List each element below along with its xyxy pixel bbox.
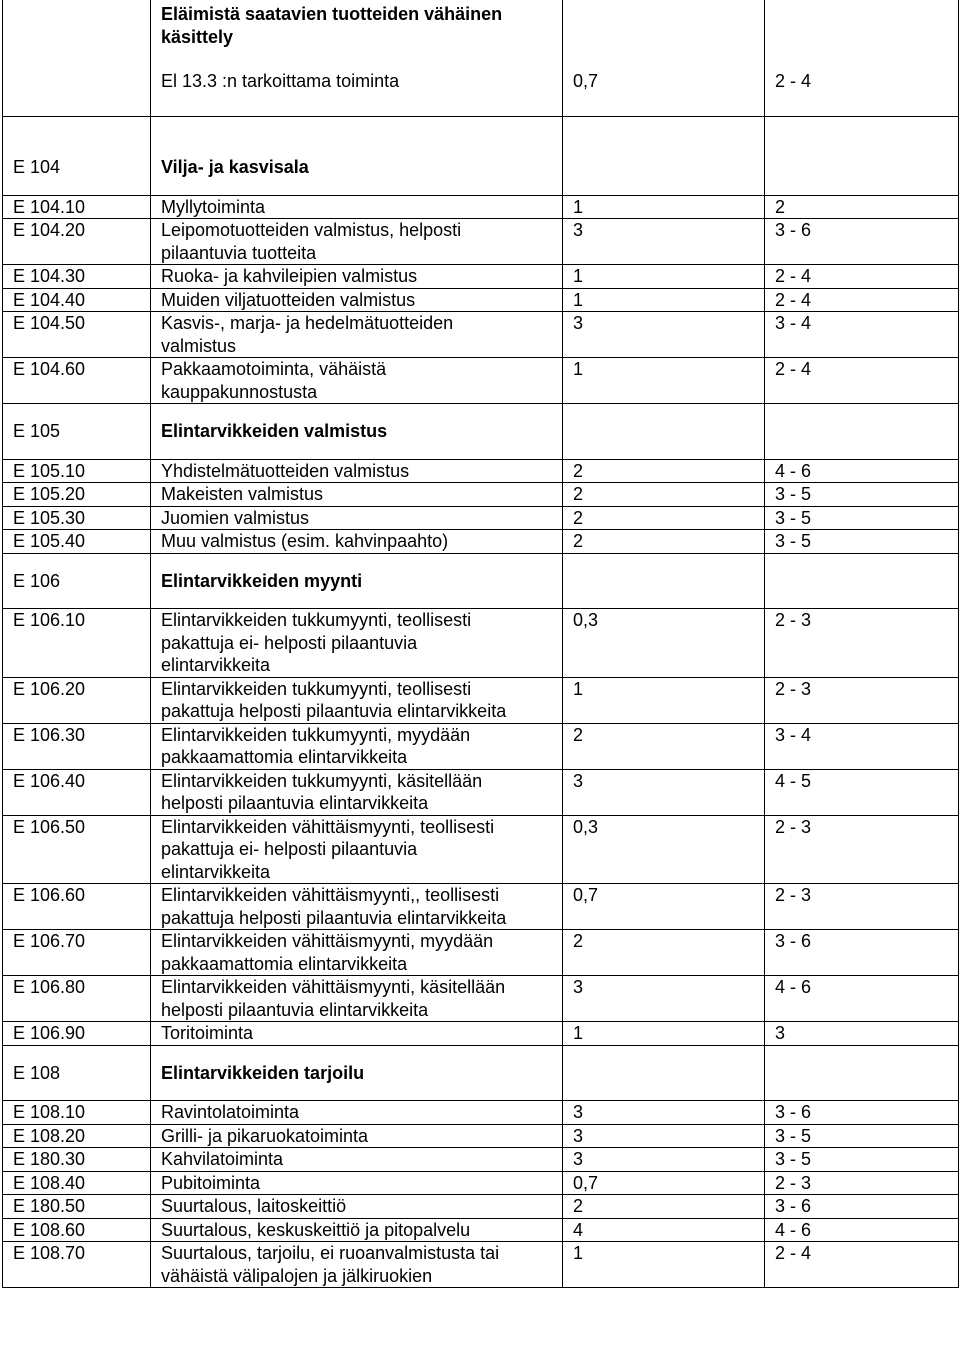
- row-name-line: valmistus: [161, 335, 237, 356]
- row-code: E 108.60: [13, 1219, 86, 1240]
- row-factor: 3: [573, 1125, 584, 1146]
- row-range: 2 - 4: [775, 289, 812, 310]
- row-code-cell: [3, 506, 151, 530]
- row-name-cell: [151, 483, 563, 507]
- row-range: 2 - 3: [775, 885, 812, 905]
- row-name-line: pakkaamattomia elintarvikkeita: [161, 747, 408, 767]
- row-code-cell: [3, 265, 151, 289]
- row-name-cell: [151, 677, 563, 723]
- row-name-line: pakattuja helposti pilaantuvia elintarvikkeita: [161, 701, 507, 721]
- row-code: E 104.30: [13, 266, 86, 286]
- row-code: E 104.20: [13, 220, 86, 240]
- row-name-line: elintarvikkeita: [161, 861, 271, 882]
- row-range: 3 - 6: [775, 931, 812, 951]
- row-factor: 1: [573, 266, 584, 286]
- row-range: 3 - 4: [775, 724, 812, 745]
- row-code-cell: [3, 884, 151, 930]
- row-factor-cell: [563, 288, 765, 312]
- section-title: Vilja- ja kasvisala: [161, 157, 309, 177]
- section-code: E 105: [13, 421, 61, 441]
- row-range: 3 - 5: [775, 1125, 812, 1146]
- row-code-cell: [3, 459, 151, 483]
- row-factor: 3: [573, 1149, 584, 1169]
- row-name-line: Grilli- ja pikaruokatoiminta: [161, 1125, 369, 1146]
- table-row: [3, 769, 959, 815]
- empty-cell: [765, 117, 959, 196]
- row-name-line: Elintarvikkeiden tukkumyynti, teollisesti: [161, 678, 472, 699]
- row-factor-cell: [563, 930, 765, 976]
- row-code: E 106.80: [13, 977, 86, 997]
- row-range-cell: [765, 609, 959, 678]
- row-name-cell: [151, 265, 563, 289]
- row-name-line: Ravintolatoiminta: [161, 1102, 300, 1122]
- row-code-cell: [3, 358, 151, 404]
- table-row: [3, 1171, 959, 1195]
- row-range: 3 - 4: [775, 313, 812, 333]
- row-range: 3 - 6: [775, 1196, 812, 1216]
- row-code: E 108.20: [13, 1125, 86, 1146]
- row-name-line: Leipomotuotteiden valmistus, helposti: [161, 220, 462, 240]
- row-name-line: Muu valmistus (esim. kahvinpaahto): [161, 531, 449, 551]
- row-factor-cell: [563, 1218, 765, 1242]
- row-range: 3 - 5: [775, 1149, 812, 1169]
- row-name-line: Juomien valmistus: [161, 507, 310, 528]
- row-code-cell: [3, 1148, 151, 1172]
- table-row: [3, 723, 959, 769]
- row-name-line: Elintarvikkeiden vähittäismyynti, teollisesti: [161, 816, 495, 837]
- row-range-cell: [765, 1242, 959, 1288]
- row-code-cell: [3, 219, 151, 265]
- row-name-line: helposti pilaantuvia elintarvikkeita: [161, 793, 429, 813]
- row-range: 2 - 3: [775, 816, 812, 837]
- row-name-cell: [151, 312, 563, 358]
- row-range-cell: [765, 288, 959, 312]
- section-title: Elintarvikkeiden valmistus: [161, 421, 388, 441]
- row-factor-cell: [563, 1022, 765, 1046]
- row-name-cell: [151, 930, 563, 976]
- row-factor: 0,7: [573, 1172, 599, 1193]
- table-row: [3, 195, 959, 219]
- row-name-line: kauppakunnostusta: [161, 381, 318, 402]
- table-row: [3, 530, 959, 554]
- row-range-cell: [765, 219, 959, 265]
- row-name-line: Elintarvikkeiden vähittäismyynti, myydään: [161, 931, 494, 951]
- row-name-line: Suurtalous, keskuskeittiö ja pitopalvelu: [161, 1219, 471, 1240]
- row-name-cell: [151, 723, 563, 769]
- row-code: E 104.60: [13, 359, 86, 379]
- row-factor-cell: [563, 884, 765, 930]
- table-row: [3, 815, 959, 884]
- row-name-line: Yhdistelmätuotteiden valmistus: [161, 460, 410, 481]
- row-factor: 0,3: [573, 816, 599, 837]
- row-name-line: vähäistä välipalojen ja jälkiruokien: [161, 1265, 433, 1286]
- row-code: E 106.20: [13, 678, 86, 699]
- row-code: E 106.10: [13, 610, 86, 630]
- section-title-cell: [151, 1045, 563, 1101]
- row-code-cell: [3, 976, 151, 1022]
- row-name-line: Elintarvikkeiden vähittäismyynti,, teollisesti: [161, 885, 500, 905]
- section-header-row: [3, 553, 959, 609]
- empty-cell: [563, 1045, 765, 1101]
- row-name-cell: [151, 1171, 563, 1195]
- row-range: 2: [775, 196, 786, 217]
- row-factor: 3: [573, 1102, 584, 1122]
- empty-cell: [765, 404, 959, 460]
- row-name-cell: [151, 1218, 563, 1242]
- row-factor: 3: [573, 220, 584, 240]
- row-range-cell: [765, 723, 959, 769]
- row-code-cell: [3, 677, 151, 723]
- row-range-cell: [765, 815, 959, 884]
- row-name-line: Myllytoiminta: [161, 196, 266, 217]
- row-code: E 105.20: [13, 484, 86, 504]
- row-factor-cell: [563, 506, 765, 530]
- table-row: [3, 358, 959, 404]
- row-range-cell: [765, 677, 959, 723]
- intro-range: 2 - 4: [775, 71, 812, 91]
- table-row: [3, 219, 959, 265]
- row-code: E 104.40: [13, 289, 86, 310]
- empty-code-cell: [3, 0, 151, 117]
- row-factor-cell: [563, 677, 765, 723]
- row-factor-cell: [563, 459, 765, 483]
- row-code-cell: [3, 1195, 151, 1219]
- intro-heading-cell: [151, 0, 563, 117]
- section-title-cell: [151, 553, 563, 609]
- row-name-cell: [151, 815, 563, 884]
- table-row: [3, 976, 959, 1022]
- row-name-line: Suurtalous, laitoskeittiö: [161, 1196, 347, 1216]
- row-factor-cell: [563, 483, 765, 507]
- row-range-cell: [765, 1022, 959, 1046]
- row-range: 4 - 5: [775, 770, 812, 791]
- row-range: 3 - 6: [775, 1102, 812, 1122]
- row-factor: 4: [573, 1219, 584, 1240]
- row-factor: 2: [573, 1196, 584, 1216]
- row-factor: 2: [573, 724, 584, 745]
- row-range: 3 - 5: [775, 484, 812, 504]
- row-name-line: Elintarvikkeiden vähittäismyynti, käsitellään: [161, 977, 506, 997]
- row-name-line: Toritoiminta: [161, 1023, 254, 1043]
- table-row: [3, 288, 959, 312]
- row-name-line: pakkaamattomia elintarvikkeita: [161, 953, 408, 974]
- row-name-line: Suurtalous, tarjoilu, ei ruoanvalmistusta tai: [161, 1243, 500, 1263]
- row-code: E 106.60: [13, 885, 86, 905]
- row-name-cell: [151, 769, 563, 815]
- row-factor-cell: [563, 358, 765, 404]
- row-code-cell: [3, 815, 151, 884]
- row-code-cell: [3, 609, 151, 678]
- table-row: [3, 1022, 959, 1046]
- row-range-cell: [765, 312, 959, 358]
- row-code-cell: [3, 312, 151, 358]
- row-code-cell: [3, 1101, 151, 1125]
- section-title: Elintarvikkeiden myynti: [161, 570, 363, 591]
- table-row: [3, 483, 959, 507]
- row-range-cell: [765, 1124, 959, 1148]
- empty-cell: [563, 553, 765, 609]
- row-range-cell: [765, 506, 959, 530]
- section-code-cell: [3, 553, 151, 609]
- row-factor-cell: [563, 1124, 765, 1148]
- row-name-line: Elintarvikkeiden tukkumyynti, myydään: [161, 724, 471, 745]
- row-code: E 180.50: [13, 1196, 86, 1216]
- row-range-cell: [765, 1101, 959, 1125]
- row-factor-cell: [563, 976, 765, 1022]
- row-range-cell: [765, 1171, 959, 1195]
- row-code: E 106.50: [13, 816, 86, 837]
- row-factor-cell: [563, 1148, 765, 1172]
- row-range-cell: [765, 1218, 959, 1242]
- row-code-cell: [3, 1171, 151, 1195]
- row-factor: 3: [573, 977, 584, 997]
- row-range: 3: [775, 1023, 786, 1043]
- table-row: [3, 677, 959, 723]
- classification-table: [2, 0, 959, 1288]
- row-name-cell: [151, 459, 563, 483]
- table-row: [3, 1242, 959, 1288]
- table-row: [3, 609, 959, 678]
- section-title-cell: [151, 117, 563, 196]
- row-range-cell: [765, 976, 959, 1022]
- row-factor-cell: [563, 1171, 765, 1195]
- row-code-cell: [3, 769, 151, 815]
- row-factor-cell: [563, 1101, 765, 1125]
- row-code: E 106.70: [13, 931, 86, 951]
- intro-heading-line: käsittely: [161, 26, 234, 47]
- row-code-cell: [3, 930, 151, 976]
- row-name-cell: [151, 288, 563, 312]
- row-code-cell: [3, 530, 151, 554]
- row-name-cell: [151, 609, 563, 678]
- row-factor: 3: [573, 770, 584, 791]
- row-code-cell: [3, 1242, 151, 1288]
- row-code-cell: [3, 288, 151, 312]
- intro-heading-row: [3, 0, 959, 117]
- row-name-line: pakattuja ei- helposti pilaantuvia: [161, 632, 418, 653]
- row-factor: 1: [573, 678, 584, 699]
- row-factor-cell: [563, 723, 765, 769]
- row-range: 4 - 6: [775, 460, 812, 481]
- empty-cell: [765, 1045, 959, 1101]
- row-code: E 106.30: [13, 724, 86, 745]
- row-range-cell: [765, 459, 959, 483]
- row-name-line: pakattuja ei- helposti pilaantuvia: [161, 839, 418, 859]
- row-factor: 0,7: [573, 885, 599, 905]
- row-factor: 2: [573, 931, 584, 951]
- row-factor: 3: [573, 313, 584, 333]
- row-name-line: Pubitoiminta: [161, 1172, 261, 1193]
- row-range: 3 - 5: [775, 531, 812, 551]
- row-factor: 1: [573, 359, 584, 379]
- row-name-line: pilaantuvia tuotteita: [161, 242, 317, 263]
- row-code-cell: [3, 195, 151, 219]
- table-row: [3, 312, 959, 358]
- row-name-cell: [151, 1195, 563, 1219]
- empty-cell: [563, 117, 765, 196]
- section-code: E 108: [13, 1062, 61, 1083]
- intro-factor: 0,7: [573, 71, 599, 91]
- row-code: E 108.70: [13, 1243, 86, 1263]
- row-factor: 1: [573, 289, 584, 310]
- row-name-line: elintarvikkeita: [161, 655, 271, 675]
- section-title: Elintarvikkeiden tarjoilu: [161, 1062, 365, 1083]
- row-name-line: Elintarvikkeiden tukkumyynti, käsitellään: [161, 770, 483, 791]
- row-name-line: helposti pilaantuvia elintarvikkeita: [161, 999, 429, 1020]
- row-range-cell: [765, 358, 959, 404]
- row-range: 2 - 3: [775, 678, 812, 699]
- row-range: 3 - 6: [775, 220, 812, 240]
- section-title-cell: [151, 404, 563, 460]
- intro-heading-line: Eläimistä saatavien tuotteiden vähäinen: [161, 4, 503, 24]
- row-name-cell: [151, 1148, 563, 1172]
- row-name-line: Kasvis-, marja- ja hedelmätuotteiden: [161, 313, 454, 333]
- table-row: [3, 459, 959, 483]
- row-name-line: Ruoka- ja kahvileipien valmistus: [161, 266, 418, 286]
- empty-cell: [563, 404, 765, 460]
- row-factor: 2: [573, 484, 584, 504]
- table-row: [3, 506, 959, 530]
- row-factor: 1: [573, 1023, 584, 1043]
- section-code: E 104: [13, 157, 61, 177]
- row-name-cell: [151, 506, 563, 530]
- row-code-cell: [3, 483, 151, 507]
- row-code: E 108.40: [13, 1172, 86, 1193]
- row-code-cell: [3, 1218, 151, 1242]
- row-code: E 104.10: [13, 196, 86, 217]
- table-row: [3, 1124, 959, 1148]
- row-range: 2 - 3: [775, 1172, 812, 1193]
- row-range-cell: [765, 884, 959, 930]
- row-name-line: Makeisten valmistus: [161, 484, 324, 504]
- row-factor: 2: [573, 507, 584, 528]
- row-factor-cell: [563, 1242, 765, 1288]
- row-range-cell: [765, 483, 959, 507]
- row-code-cell: [3, 1022, 151, 1046]
- row-range: 2 - 3: [775, 610, 812, 630]
- table-row: [3, 1101, 959, 1125]
- intro-factor-cell: [563, 0, 765, 117]
- row-name-cell: [151, 358, 563, 404]
- row-factor: 1: [573, 1243, 584, 1263]
- row-code-cell: [3, 1124, 151, 1148]
- row-code: E 180.30: [13, 1149, 86, 1169]
- section-header-row: [3, 404, 959, 460]
- row-name-cell: [151, 1022, 563, 1046]
- row-name-cell: [151, 195, 563, 219]
- row-factor-cell: [563, 265, 765, 289]
- section-code: E 106: [13, 570, 61, 591]
- row-name-line: Elintarvikkeiden tukkumyynti, teollisesti: [161, 610, 472, 630]
- row-code: E 105.10: [13, 460, 86, 481]
- row-name-cell: [151, 1242, 563, 1288]
- row-factor: 0,3: [573, 610, 599, 630]
- row-factor-cell: [563, 1195, 765, 1219]
- section-header-row: [3, 117, 959, 196]
- row-factor-cell: [563, 815, 765, 884]
- row-name-cell: [151, 1124, 563, 1148]
- row-factor-cell: [563, 312, 765, 358]
- row-factor: 2: [573, 531, 584, 551]
- row-name-line: Pakkaamotoiminta, vähäistä: [161, 359, 387, 379]
- row-factor: 2: [573, 460, 584, 481]
- row-name-cell: [151, 976, 563, 1022]
- row-code: E 106.90: [13, 1023, 86, 1043]
- row-name-cell: [151, 884, 563, 930]
- row-name-line: Kahvilatoiminta: [161, 1149, 284, 1169]
- row-name-cell: [151, 1101, 563, 1125]
- row-factor-cell: [563, 609, 765, 678]
- row-name-line: Muiden viljatuotteiden valmistus: [161, 289, 416, 310]
- row-code: E 105.40: [13, 531, 86, 551]
- table-row: [3, 1218, 959, 1242]
- row-factor-cell: [563, 530, 765, 554]
- row-code: E 108.10: [13, 1102, 86, 1122]
- empty-cell: [765, 553, 959, 609]
- row-range: 2 - 4: [775, 359, 812, 379]
- row-name-cell: [151, 530, 563, 554]
- row-factor-cell: [563, 195, 765, 219]
- section-header-row: [3, 1045, 959, 1101]
- row-range: 2 - 4: [775, 266, 812, 286]
- section-code-cell: [3, 1045, 151, 1101]
- table-row: [3, 1195, 959, 1219]
- row-range-cell: [765, 195, 959, 219]
- intro-row-name: El 13.3 :n tarkoittama toiminta: [161, 71, 400, 91]
- table-row: [3, 1148, 959, 1172]
- row-range-cell: [765, 769, 959, 815]
- row-range-cell: [765, 265, 959, 289]
- row-factor: 1: [573, 196, 584, 217]
- row-name-line: pakattuja helposti pilaantuvia elintarvikkeita: [161, 907, 507, 928]
- section-code-cell: [3, 117, 151, 196]
- intro-range-cell: [765, 0, 959, 117]
- section-code-cell: [3, 404, 151, 460]
- row-name-cell: [151, 219, 563, 265]
- row-code: E 106.40: [13, 770, 86, 791]
- row-range: 3 - 5: [775, 507, 812, 528]
- row-range: 4 - 6: [775, 977, 812, 997]
- table-row: [3, 884, 959, 930]
- row-factor-cell: [563, 219, 765, 265]
- row-code: E 105.30: [13, 507, 86, 528]
- row-range-cell: [765, 530, 959, 554]
- table-row: [3, 930, 959, 976]
- row-range: 2 - 4: [775, 1243, 812, 1263]
- row-code: E 104.50: [13, 313, 86, 333]
- row-code-cell: [3, 723, 151, 769]
- table-row: [3, 265, 959, 289]
- row-factor-cell: [563, 769, 765, 815]
- row-range-cell: [765, 1195, 959, 1219]
- row-range-cell: [765, 930, 959, 976]
- row-range: 4 - 6: [775, 1219, 812, 1240]
- row-range-cell: [765, 1148, 959, 1172]
